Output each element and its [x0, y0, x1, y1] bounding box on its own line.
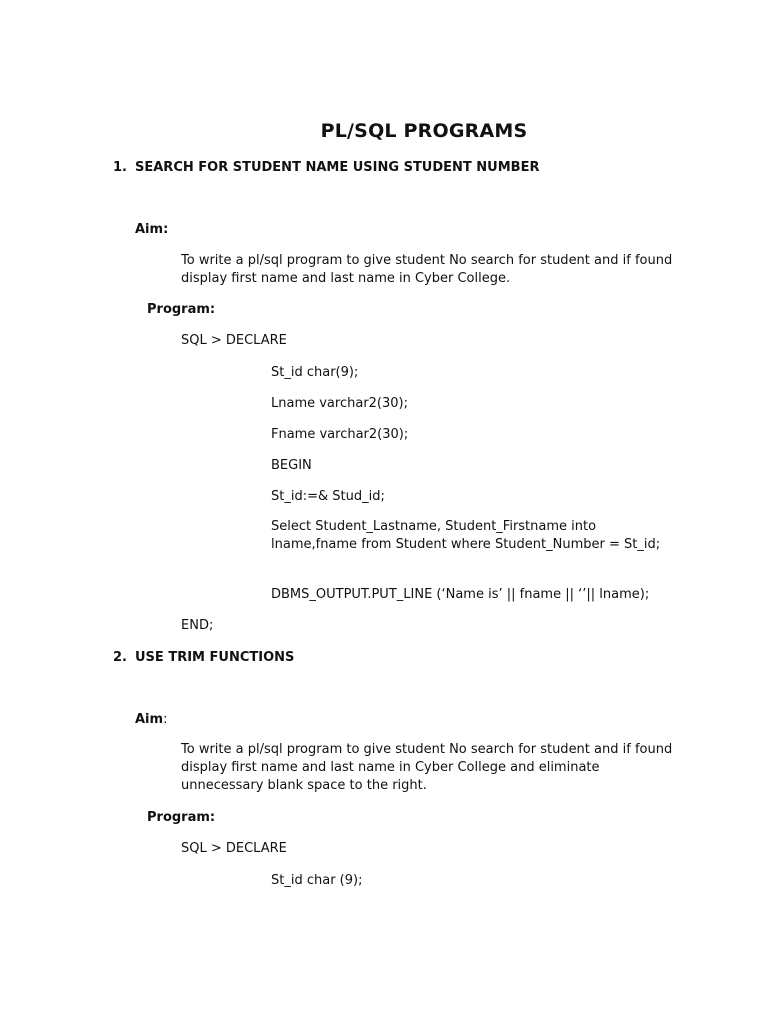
section-1-code-assign: St_id:=& Stud_id;	[271, 489, 385, 504]
section-1-title: SEARCH FOR STUDENT NAME USING STUDENT NUMBER	[135, 160, 540, 175]
section-1-aim-label: Aim:	[135, 222, 169, 237]
section-1-code-decl-fname: Fname varchar2(30);	[271, 427, 409, 442]
section-2-number: 2.	[113, 650, 127, 665]
section-2-aim-label	[135, 712, 167, 727]
section-2-title: USE TRIM FUNCTIONS	[135, 650, 295, 665]
section-2-aim-text: To write a pl/sql program to give student No search for student and if found display first name and last name in Cyber College and eliminate unnecessary blank space to the right.	[181, 742, 673, 793]
section-1-code-select: Select Student_Lastname, Student_Firstname into lname,fname from Student where Student_Number = St_id;	[271, 519, 661, 552]
section-1-code-declare: SQL > DECLARE	[181, 333, 287, 348]
section-2-program-label: Program:	[147, 810, 216, 825]
section-1-code-begin: BEGIN	[271, 458, 312, 473]
section-1-number: 1.	[113, 160, 127, 175]
section-1-heading	[113, 160, 539, 175]
section-2-aim-label-text: Aim	[135, 712, 164, 727]
section-1-code-decl-lname: Lname varchar2(30);	[271, 396, 408, 411]
page-title: PL/SQL PROGRAMS	[320, 120, 528, 142]
section-1-code-decl-stid: St_id char(9);	[271, 365, 359, 380]
section-1-code-end: END;	[181, 618, 214, 633]
section-1-program-label: Program:	[147, 302, 216, 317]
section-2-aim-colon: :	[163, 712, 168, 727]
section-2-code-declare: SQL > DECLARE	[181, 841, 287, 856]
section-1-aim-text: To write a pl/sql program to give student No search for student and if found display first name and last name in Cyber College.	[181, 253, 673, 286]
section-2-code-decl-stid: St_id char (9);	[271, 873, 363, 888]
section-2-heading	[113, 650, 294, 665]
section-1-code-output: DBMS_OUTPUT.PUT_LINE (‘Name is’ || fname || ‘’|| lname);	[271, 587, 650, 602]
